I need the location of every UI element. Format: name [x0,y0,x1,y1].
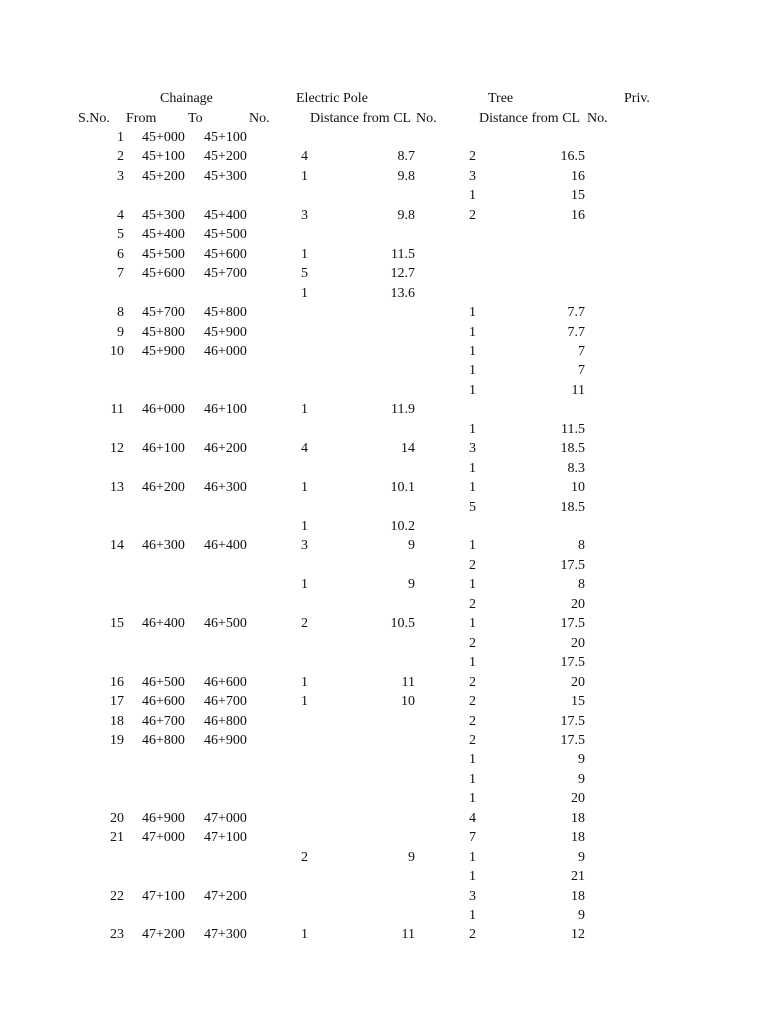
cell-to: 45+300 [204,169,247,184]
cell-tree-distance: 9 [578,908,585,923]
cell-pole-no: 1 [301,927,308,942]
header-tree: Tree [488,91,514,106]
header-pole-distance: Distance from CL [310,111,412,126]
cell-sno: 6 [117,247,124,262]
cell-tree-no: 1 [469,422,476,437]
cell-from: 46+000 [142,402,185,417]
cell-tree-no: 5 [469,500,476,515]
cell-to: 45+700 [204,266,247,281]
cell-tree-distance: 18.5 [560,500,585,515]
cell-from: 45+400 [142,227,185,242]
cell-pole-no: 2 [301,850,308,865]
cell-pole-distance: 11.5 [391,247,415,262]
cell-sno: 22 [110,889,124,904]
header-priv: Priv. [624,91,650,106]
cell-tree-no: 1 [469,869,476,884]
cell-sno: 2 [117,149,124,164]
cell-pole-distance: 9 [408,850,415,865]
cell-pole-no: 1 [301,694,308,709]
cell-tree-distance: 16 [571,169,585,184]
cell-pole-no: 5 [301,266,308,281]
cell-tree-distance: 17.5 [560,616,585,631]
cell-to: 45+600 [204,247,247,262]
cell-sno: 9 [117,325,124,340]
cell-tree-distance: 18 [571,830,585,845]
cell-tree-no: 1 [469,344,476,359]
cell-pole-no: 1 [301,247,308,262]
cell-pole-distance: 9.8 [397,208,415,223]
cell-pole-no: 1 [301,577,308,592]
cell-to: 45+900 [204,325,247,340]
cell-from: 45+500 [142,247,185,262]
cell-tree-no: 1 [469,908,476,923]
cell-tree-distance: 20 [571,675,585,690]
cell-tree-distance: 7.7 [567,305,585,320]
cell-tree-no: 2 [469,927,476,942]
cell-tree-distance: 10 [571,480,585,495]
cell-sno: 12 [110,441,124,456]
cell-tree-no: 1 [469,325,476,340]
cell-tree-no: 2 [469,597,476,612]
cell-from: 47+200 [142,927,185,942]
cell-sno: 23 [110,927,124,942]
cell-from: 46+200 [142,480,185,495]
cell-tree-distance: 16 [571,208,585,223]
cell-sno: 14 [110,538,124,553]
cell-tree-no: 1 [469,655,476,670]
cell-tree-distance: 7 [578,363,585,378]
cell-pole-no: 1 [301,402,308,417]
cell-tree-no: 1 [469,383,476,398]
cell-tree-no: 2 [469,733,476,748]
cell-tree-no: 1 [469,480,476,495]
cell-from: 45+000 [142,130,185,145]
cell-sno: 17 [110,694,124,709]
cell-to: 45+800 [204,305,247,320]
header-tree-distance: Distance from CL [479,111,581,126]
cell-to: 46+900 [204,733,247,748]
header-sno: S.No. [78,111,110,126]
cell-tree-no: 3 [469,169,476,184]
cell-sno: 7 [117,266,124,281]
cell-from: 47+100 [142,889,185,904]
header-pole-no: No. [416,111,437,126]
cell-tree-no: 3 [469,441,476,456]
cell-sno: 19 [110,733,124,748]
cell-tree-no: 3 [469,889,476,904]
cell-sno: 11 [110,402,124,417]
cell-to: 46+600 [204,675,247,690]
cell-pole-distance: 11 [401,927,415,942]
cell-tree-no: 2 [469,675,476,690]
cell-pole-distance: 12.7 [390,266,415,281]
cell-sno: 20 [110,811,124,826]
cell-tree-no: 1 [469,850,476,865]
cell-tree-distance: 17.5 [560,714,585,729]
cell-pole-no: 1 [301,480,308,495]
cell-to: 45+400 [204,208,247,223]
cell-tree-distance: 18 [571,889,585,904]
cell-from: 45+900 [142,344,185,359]
cell-to: 46+200 [204,441,247,456]
cell-from: 45+700 [142,305,185,320]
cell-tree-no: 1 [469,752,476,767]
cell-to: 47+100 [204,830,247,845]
header-electric-pole: Electric Pole [296,91,368,106]
cell-pole-distance: 10 [401,694,415,709]
cell-to: 46+400 [204,538,247,553]
header-no: No. [249,111,270,126]
cell-pole-distance: 14 [401,441,415,456]
cell-to: 46+700 [204,694,247,709]
cell-tree-distance: 20 [571,636,585,651]
cell-tree-distance: 11 [571,383,585,398]
cell-pole-no: 3 [301,538,308,553]
cell-tree-no: 2 [469,208,476,223]
cell-tree-distance: 12 [571,927,585,942]
cell-tree-no: 1 [469,538,476,553]
cell-sno: 16 [110,675,124,690]
cell-from: 46+800 [142,733,185,748]
cell-tree-no: 1 [469,616,476,631]
cell-tree-no: 1 [469,363,476,378]
cell-pole-distance: 9.8 [397,169,415,184]
cell-tree-no: 2 [469,558,476,573]
cell-from: 46+100 [142,441,185,456]
cell-tree-distance: 7 [578,344,585,359]
cell-to: 46+000 [204,344,247,359]
cell-from: 45+100 [142,149,185,164]
cell-pole-distance: 9 [408,577,415,592]
cell-tree-no: 1 [469,577,476,592]
cell-tree-distance: 8.3 [567,461,585,476]
cell-tree-distance: 18.5 [560,441,585,456]
cell-tree-no: 2 [469,694,476,709]
cell-from: 46+900 [142,811,185,826]
cell-tree-distance: 11.5 [561,422,585,437]
cell-from: 45+300 [142,208,185,223]
header-from: From [126,111,157,126]
cell-pole-distance: 8.7 [397,149,415,164]
cell-sno: 18 [110,714,124,729]
cell-to: 45+100 [204,130,247,145]
cell-pole-distance: 9 [408,538,415,553]
cell-pole-no: 1 [301,286,308,301]
cell-tree-no: 4 [469,811,476,826]
cell-sno: 1 [117,130,124,145]
cell-from: 46+300 [142,538,185,553]
cell-tree-distance: 17.5 [560,558,585,573]
cell-pole-no: 4 [301,149,308,164]
cell-tree-no: 1 [469,188,476,203]
cell-tree-no: 1 [469,461,476,476]
cell-pole-no: 3 [301,208,308,223]
cell-pole-no: 2 [301,616,308,631]
header-tree-no: No. [587,111,608,126]
cell-pole-distance: 13.6 [390,286,415,301]
header-chainage: Chainage [160,91,213,106]
cell-sno: 15 [110,616,124,631]
cell-pole-distance: 11.9 [391,402,415,417]
cell-sno: 3 [117,169,124,184]
cell-sno: 21 [110,830,124,845]
cell-from: 46+600 [142,694,185,709]
cell-tree-distance: 15 [571,188,585,203]
cell-pole-no: 1 [301,169,308,184]
cell-from: 45+600 [142,266,185,281]
cell-sno: 10 [110,344,124,359]
cell-tree-distance: 16.5 [560,149,585,164]
cell-tree-no: 1 [469,772,476,787]
cell-tree-no: 1 [469,791,476,806]
cell-sno: 4 [117,208,124,223]
cell-to: 47+200 [204,889,247,904]
cell-tree-distance: 9 [578,850,585,865]
cell-tree-distance: 21 [571,869,585,884]
cell-from: 45+800 [142,325,185,340]
cell-sno: 5 [117,227,124,242]
cell-to: 45+200 [204,149,247,164]
cell-to: 47+300 [204,927,247,942]
cell-tree-no: 2 [469,636,476,651]
cell-to: 46+300 [204,480,247,495]
cell-tree-distance: 20 [571,791,585,806]
cell-pole-no: 4 [301,441,308,456]
cell-tree-distance: 20 [571,597,585,612]
cell-sno: 8 [117,305,124,320]
cell-tree-distance: 8 [578,538,585,553]
cell-pole-distance: 10.1 [390,480,415,495]
cell-tree-distance: 9 [578,772,585,787]
cell-tree-distance: 18 [571,811,585,826]
cell-tree-distance: 7.7 [567,325,585,340]
cell-tree-no: 1 [469,305,476,320]
cell-from: 46+400 [142,616,185,631]
cell-tree-distance: 15 [571,694,585,709]
cell-to: 46+100 [204,402,247,417]
cell-tree-no: 2 [469,714,476,729]
cell-tree-distance: 17.5 [560,655,585,670]
cell-to: 45+500 [204,227,247,242]
cell-from: 46+700 [142,714,185,729]
cell-tree-distance: 17.5 [560,733,585,748]
header-to: To [188,111,203,126]
cell-sno: 13 [110,480,124,495]
cell-to: 47+000 [204,811,247,826]
cell-to: 46+800 [204,714,247,729]
cell-tree-distance: 8 [578,577,585,592]
cell-pole-no: 1 [301,675,308,690]
cell-pole-distance: 10.5 [390,616,415,631]
cell-from: 45+200 [142,169,185,184]
cell-pole-distance: 11 [401,675,415,690]
cell-tree-distance: 9 [578,752,585,767]
cell-pole-no: 1 [301,519,308,534]
cell-to: 46+500 [204,616,247,631]
cell-from: 47+000 [142,830,185,845]
cell-pole-distance: 10.2 [390,519,415,534]
cell-from: 46+500 [142,675,185,690]
cell-tree-no: 7 [469,830,476,845]
cell-tree-no: 2 [469,149,476,164]
